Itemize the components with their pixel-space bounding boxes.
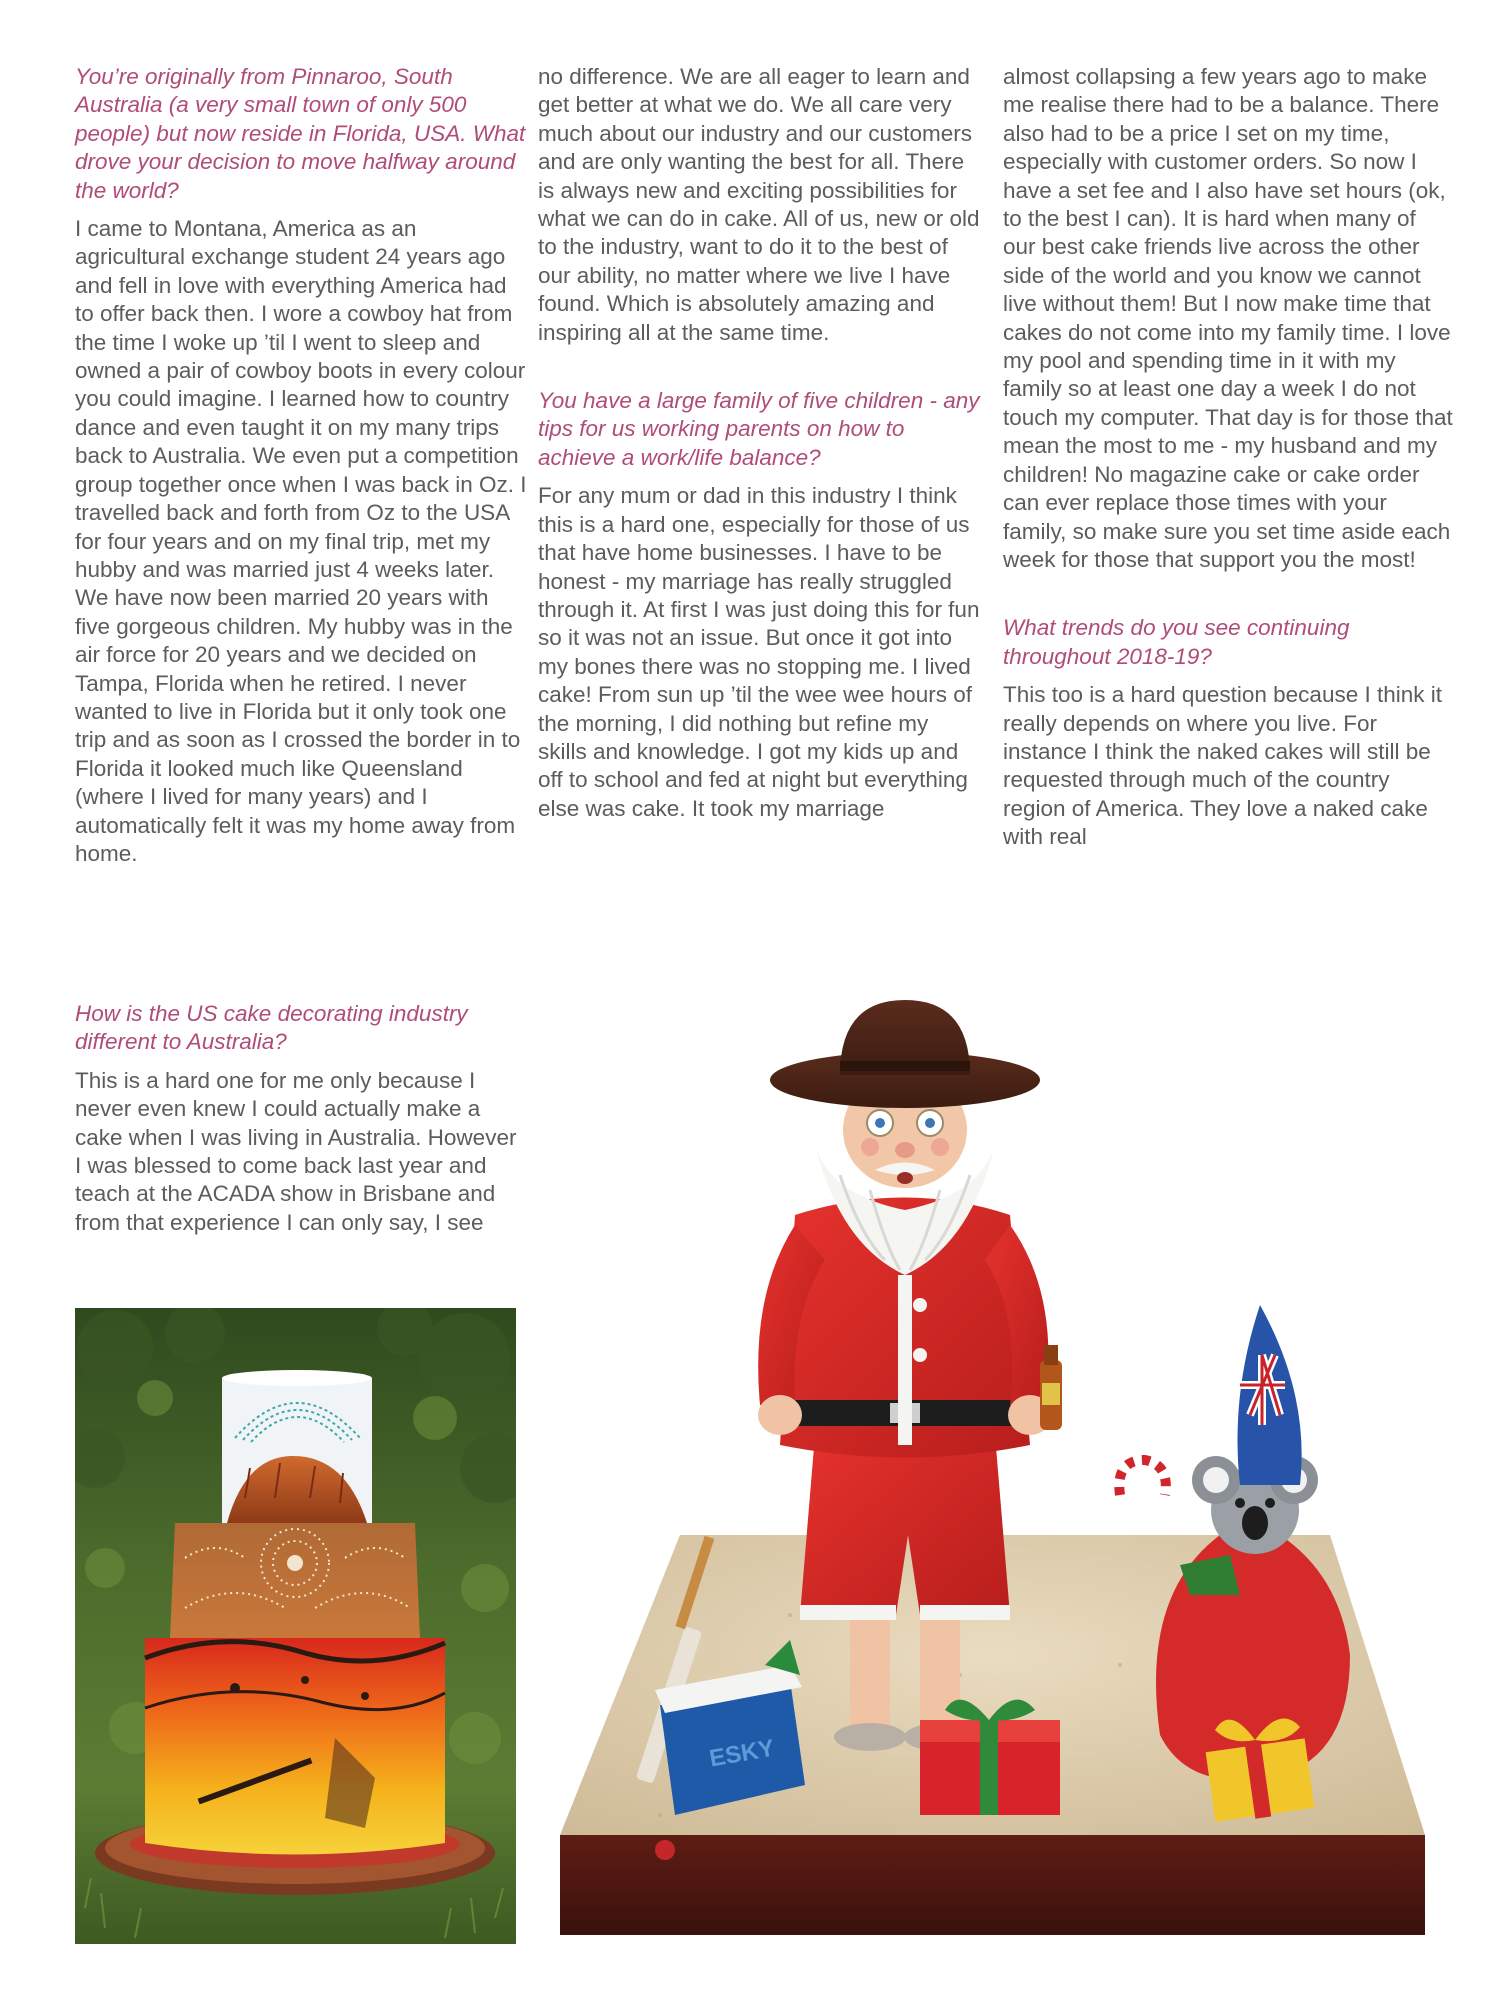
tiered-cake-photo [75,1308,516,1944]
answer-work-life-balance-continued: almost collapsing a few years ago to make me realise there had to be a balance. There also had to be a price I set on my time, especially with customer orders. So now I have a set fee and I also have set hours (ok, to the best I can). It is hard when many of our best cake friends live across the other side of the world and you know we cannot live without them! But I now make time that cakes do not come into my family time. I love my pool and spending time in it with my family so at least one day a week I do not touch my computer. That day is for those that mean the most to me - my husband and my children! No magazine cake or cake order can ever replace those times with your family, so make sure you set time aside each week for those that support you the most! [1003,64,1453,572]
column-1-lower [75,1000,527,1237]
aussie-santa-cake-photo [540,975,1445,1955]
column-1 [75,63,527,868]
question-trends: What trends do you see continuing throughout 2018-19? [1003,615,1350,669]
answer-us-industry-continued: no difference. We are all eager to learn and get better at what we do. We all care very much about our industry and our customers and are only wanting the best for all. There is always new and exciting possibilities for what we can do in cake. All of us, new or old to the industry, want to do it to the best of our ability, no matter where we live I have found. Which is absolutely amazing and inspiring all at the same time. [538,64,980,345]
question-origin: You’re originally from Pinnaroo, South Australia (a very small town of only 500 people) but now reside in Florida, USA. What drove your decision to move halfway around the world? [75,64,526,203]
answer-work-life-balance: For any mum or dad in this industry I think this is a hard one, especially for those of us that have home businesses. I have to be honest - my marriage has really struggled through it. At first I was just doing this for fun so it was not an issue. But once it got into my bones there was no stopping me. I lived cake! From sun up ’til the wee wee hours of the morning, I did nothing but refine my skills and knowledge. I got my kids up and off to school and fed at night but everything else was cake. It took my marriage [538,483,980,821]
esky-label: ESKY [707,1734,777,1773]
answer-origin: I came to Montana, America as an agricultural exchange student 24 years ago and fell in love with everything America had to offer back then. I wore a cowboy hat from the time I woke up ’til I went to sleep and owned a pair of cowboy boots in every colour you could imagine. I learned how to country dance and even taught it on my many trips back to Australia. We even put a competition group together once when I was back in Oz. I travelled back and forth from Oz to the USA for four years and on my final trip, met my hubby and was married just 4 weeks later. We have now been married 20 years with five gorgeous children. My hubby was in the air force for 20 years and we decided on Tampa, Florida when he retired. I never wanted to live in Florida but it only took one trip and as soon as I crossed the border in to Florida it looked much like Queensland (where I lived for many years) and I automatically felt it was my home away from home. [75,216,527,866]
answer-trends: This too is a hard question because I think it really depends on where you live. For instance I think the naked cakes will still be requested through much of the country region of America. They love a naked cake with real [1003,682,1443,850]
question-us-industry: How is the US cake decorating industry different to Australia? [75,1001,468,1055]
column-2 [538,63,980,823]
column-3 [1003,63,1453,852]
answer-us-industry: This is a hard one for me only because I never even knew I could actually make a cake when I was living in Australia. However I was blessed to come back last year and teach at the ACADA show in Brisbane and from that experience I can only say, I see [75,1067,517,1235]
question-work-life-balance: You have a large family of five children - any tips for us working parents on how to achieve a work/life balance? [538,388,980,470]
